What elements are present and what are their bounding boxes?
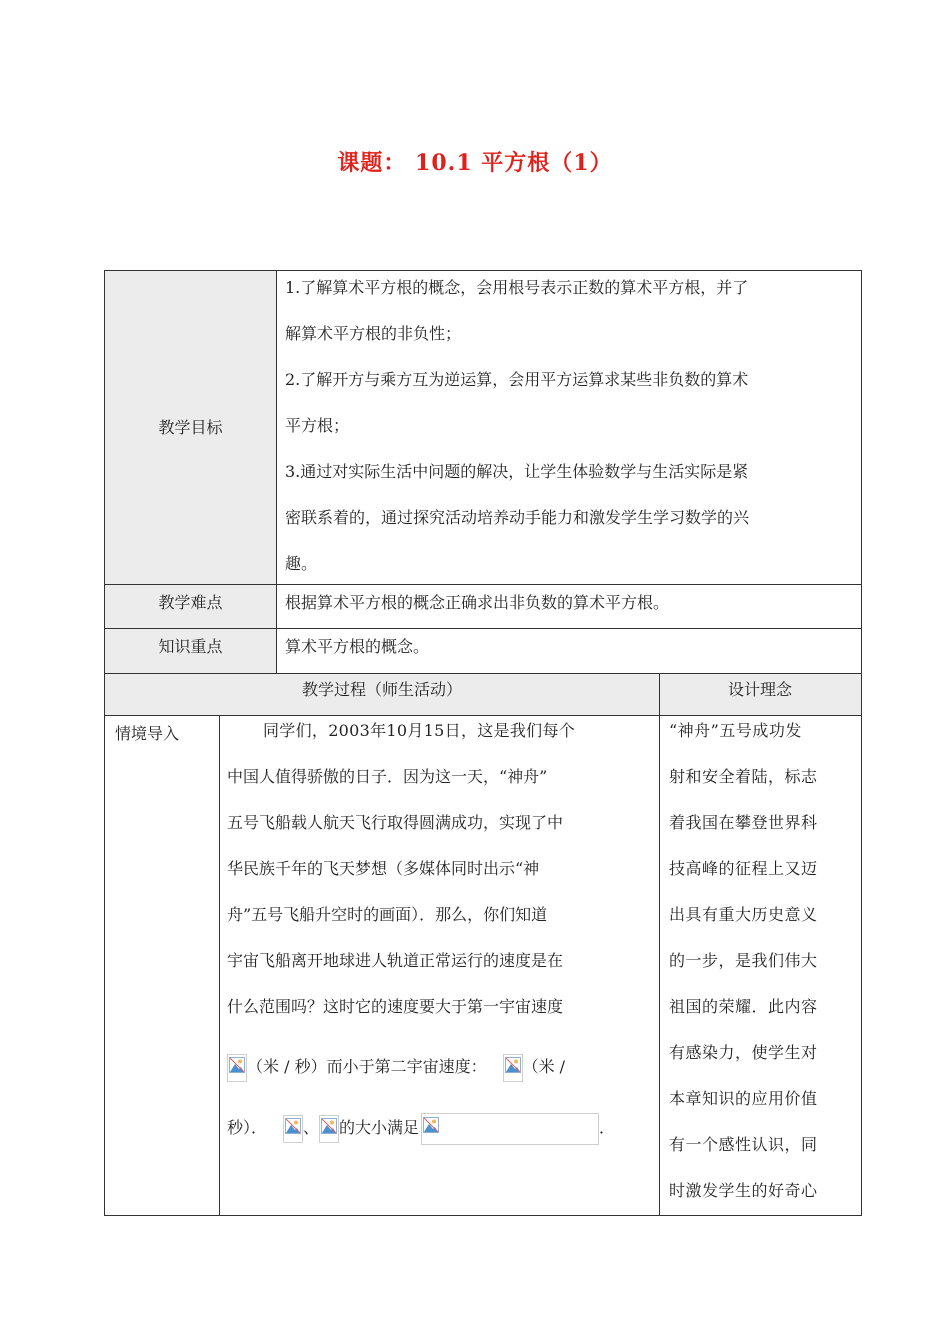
intro-text — [227, 708, 653, 1148]
page-title: 课题： 10.1 平方根（1） — [337, 150, 613, 176]
formula-image-placeholder — [421, 1113, 599, 1145]
intro-line: 五号飞船载人航天飞行取得圆满成功，实现了中 — [227, 813, 564, 832]
objective-line: 平方根； — [285, 416, 350, 435]
intro-text-fragment: （米 / 秒）而小于第二宇宙速度： — [247, 1057, 487, 1076]
intro-line: 舟”五号飞船升空时的画面）．那么，你们知道 — [227, 905, 548, 924]
intro-text-fragment: 的大小满足 — [339, 1118, 420, 1137]
design-line: 本章知识的应用价值 — [669, 1089, 818, 1108]
difficulty-label: 教学难点 — [158, 593, 223, 612]
objectives-text — [285, 265, 859, 587]
key-point-label: 知识重点 — [158, 637, 223, 656]
design-line: 有感染力，使学生对 — [669, 1043, 818, 1062]
design-rationale-text — [669, 708, 859, 1214]
broken-image-icon — [422, 1115, 442, 1143]
process-header: 教学过程（师生活动） — [301, 680, 462, 699]
design-line: 有一个感性认识，同 — [669, 1135, 818, 1154]
design-line: 射和安全着陆，标志 — [669, 767, 818, 786]
objective-line: 解算术平方根的非负性； — [285, 324, 462, 343]
grid-line — [105, 673, 861, 674]
broken-image-icon — [283, 1115, 303, 1143]
intro-line: 中国人值得骄傲的日子．因为这一天，“神舟” — [227, 767, 548, 786]
objective-line: 2.了解开方与乘方互为逆运算，会用平方运算求某些非负数的算术 — [285, 370, 749, 389]
intro-line: 同学们，2003年10月15日，这是我们每个 — [263, 721, 576, 740]
intro-line: 宇宙飞船离开地球进人轨道正常运行的速度是在 — [227, 951, 564, 970]
intro-text-fragment: 、 — [303, 1118, 320, 1137]
grid-line — [659, 673, 660, 1215]
broken-image-icon — [319, 1115, 339, 1143]
intro-line — [227, 1038, 653, 1096]
design-line: 祖国的荣耀．此内容 — [669, 997, 818, 1016]
objective-line: 1.了解算术平方根的概念，会用根号表示正数的算术平方根，并了 — [285, 278, 749, 297]
intro-text-fragment: ． — [599, 1118, 616, 1137]
intro-line: 什么范围吗？这时它的速度要大于第一宇宙速度 — [227, 997, 564, 1016]
objective-line: 趣。 — [285, 554, 318, 573]
difficulty-text: 根据算术平方根的概念正确求出非负数的算术平方根。 — [285, 593, 670, 612]
broken-image-icon — [227, 1054, 247, 1082]
intro-label: 情境导入 — [115, 724, 180, 743]
lesson-plan-table — [104, 270, 862, 1216]
intro-line — [227, 1108, 653, 1148]
intro-line: 华民族千年的飞天梦想（多媒体同时出示“神 — [227, 859, 540, 878]
grid-line — [276, 271, 277, 673]
intro-text-fragment: 秒）． — [227, 1118, 268, 1137]
broken-image-icon — [503, 1054, 523, 1082]
objectives-label: 教学目标 — [158, 418, 223, 437]
design-line: 技高峰的征程上又迈 — [669, 859, 818, 878]
objective-line: 3.通过对实际生活中问题的解决，让学生体验数学与生活实际是紧 — [285, 462, 749, 481]
design-header: 设计理念 — [727, 680, 792, 699]
design-line: 时激发学生的好奇心 — [669, 1181, 818, 1200]
key-point-text: 算术平方根的概念。 — [285, 637, 430, 656]
intro-text-fragment: （米 / — [522, 1057, 566, 1076]
grid-line — [219, 715, 220, 1215]
design-line: 出具有重大历史意义 — [669, 905, 818, 924]
design-line: 着我国在攀登世界科 — [669, 813, 818, 832]
design-line: 的一步，是我们伟大 — [669, 951, 818, 970]
design-line: “神舟”五号成功发 — [669, 721, 802, 740]
grid-line — [105, 628, 861, 629]
objective-line: 密联系着的，通过探究活动培养动手能力和激发学生学习数学的兴 — [285, 508, 750, 527]
